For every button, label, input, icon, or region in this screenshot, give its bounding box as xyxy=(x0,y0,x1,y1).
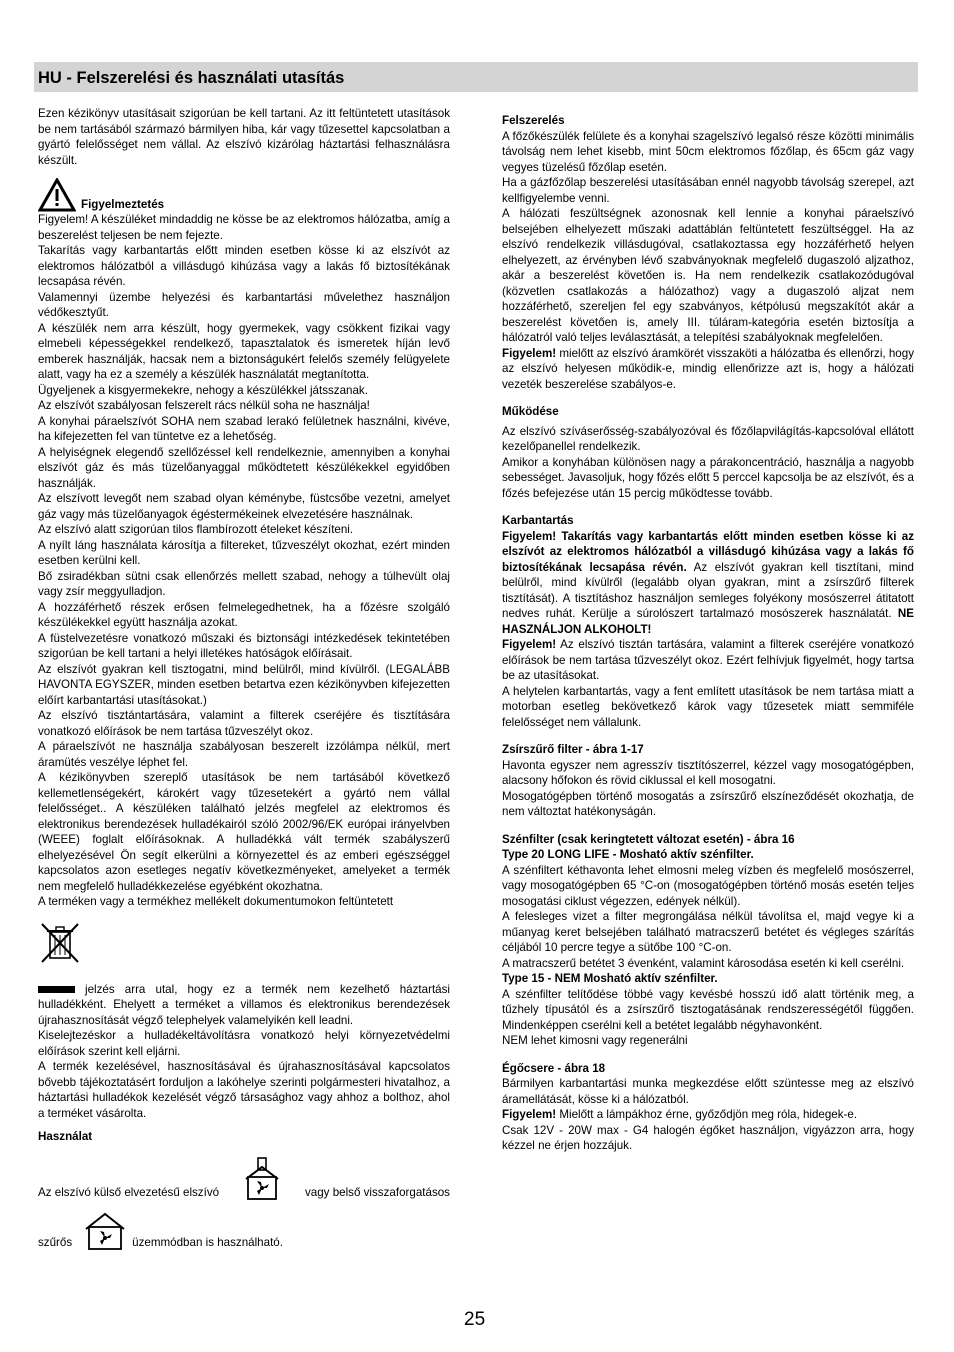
no-alcohol-warning: NE HASZNÁLJON ALKOHOLT! xyxy=(502,607,914,636)
usage-text: szűrős xyxy=(38,1236,73,1249)
carbon-paragraph: A matracszerű betétet 3 évenként, valamint károsodása esetén ki kell cserélni. xyxy=(502,956,905,970)
install-paragraph xyxy=(502,346,914,393)
bulb-text: Mielőtt a lámpákhoz érne, győződjön meg róla, hidegek-e. xyxy=(556,1108,858,1121)
warning-paragraph: A nyílt láng használata károsítja a filtereket, tűzveszélyt okozhat, ezért minden esetben kerülni kell. xyxy=(38,538,450,567)
maintenance-text: Az elszívót gyakran kell tisztítani, mind belülről, mind kívülről (legalább olyan gyakran, mint a zsírszűrő filterek tisztítását). A tisztításhoz használjon semleges folyékony mosószerrel átitatott nedves ruhát. Kerülje a súrolószert tartalmazó mosószerek használatát. xyxy=(502,560,914,620)
install-attention: Figyelem! xyxy=(502,346,557,360)
weee-paragraph xyxy=(38,982,450,1029)
warning-paragraph: Az elszívót szabályosan felszerelt rács nélkül soha ne használja! xyxy=(38,399,370,412)
maintenance-attention-2: Figyelem! xyxy=(502,638,557,651)
crossed-bin-icon xyxy=(38,920,82,964)
warning-paragraph: Bő zsiradékban sütni csak ellenőrzés mellett szabad, nehogy a túlhevült olaj vagy zsír meggyulladjon. xyxy=(38,569,450,598)
grease-paragraph: Mosogatógépben történő mosogatás a zsírszűrő elszíneződését okozhatja, de nem változtat hatékonyságán. xyxy=(502,789,914,818)
warning-paragraph: A készülék nem arra készült, hogy gyermekek, vagy csökkent fizikai vagy elmebeli képességekkel rendelkező, tapasztalatok és ismeretek híján levő emberek használják, hacsak nem a biztonságukért felelős személy felügyelete alatt, vagy ha ez a személy a készülék használatát megtanította. xyxy=(38,321,450,381)
warning-triangle-icon xyxy=(38,178,76,212)
carbon-type20-heading: Type 20 LONG LIFE - Mosható aktív szénfilter. xyxy=(502,848,754,861)
left-column xyxy=(38,106,450,1251)
page-number: 25 xyxy=(464,1309,486,1330)
grease-filter-heading: Zsírszűrő filter - ábra 1-17 xyxy=(502,743,644,756)
install-heading: Felszerelés xyxy=(502,114,565,127)
warning-paragraph: A helyiségnek elegendő szellőzéssel kell rendelkeznie, amennyiben a konyhai elszívót gáz és más tüzelőanyaggal működtetett készülékekkel egyidőben használják. xyxy=(38,445,450,490)
maintenance-paragraph xyxy=(502,637,914,684)
weee-text: jelzés arra utal, hogy ez a termék nem kezelhető háztartási hulladékként. Ehelyett a terméket a villamos és elektronikus berendezések újrahasznosítását végző telephelyek valamelyikén kell leadni. xyxy=(38,982,450,1027)
weee-paragraph: Kiselejtezéskor a hulladékeltávolításra vonatkozó helyi környezetvédelmi előírások szerint kell eljárni. xyxy=(38,1029,450,1058)
warning-paragraph: A kézikönyvben szereplő utasítások be nem tartásából következő kellemetlenségekért, károkért vagy tűzesetekért a gyártó nem vállal felelősséget.. A készüléken található jelzés megfelel az elektromos és elektronikus berendezések hulladékairól szóló 2002/96/EK európai irányelvben (WEEE) foglalt előírásoknak. A hulladékká vált termék szabályszerű elhelyezésével Ön segít elkerülni a környezettel és az emberi egészséggel kapcsolatos azon esetleges negatív következményeket, amelyeket a termék nem megfelelő hulladékkezelése egyébként okozhatna. xyxy=(38,771,450,893)
operation-paragraph: Az elszívó szíváserősség-szabályozóval és főzőlapvilágítás-kapcsolóval ellátott kezelőpanellel rendelkezik. xyxy=(502,424,914,453)
warning-paragraph: Takarítás vagy karbantartás előtt minden esetben kösse ki az elszívót az elektromos hálózatból a villásdugó kihúzása vagy a lakás fő biztosítékának lecsapása révén. xyxy=(38,244,450,288)
maintenance-heading: Karbantartás xyxy=(502,514,574,527)
usage-text: vagy belső visszaforgatásos xyxy=(304,1186,450,1199)
warning-paragraph: Figyelem! A készüléket mindaddig ne kösse be az elektromos hálózatba, amíg a beszerelést teljesen be nem fejezte. xyxy=(38,213,450,242)
maintenance-paragraph: A helytelen karbantartás, vagy a fent említett utasítások be nem tartása miatt a motorban esetleg bekövetkező károk vagy tűzesetek miatt semmiféle felelősséget nem vállalunk. xyxy=(502,684,914,729)
carbon-paragraph: NEM lehet kimosni vagy regenerálni xyxy=(502,1034,688,1047)
warning-paragraph: A hozzáférhető részek erősen felmelegedhetnek, ha a főzésre szolgáló készülékekkel együtt használja azokat. xyxy=(38,600,450,629)
bulb-paragraph xyxy=(502,1107,914,1123)
warning-heading-row xyxy=(38,178,450,212)
carbon-paragraph: A felesleges vizet a filter megrongálása nélkül távolítsa el, majd vegye ki a műanyag keret belsejében található matracszerű betétet és végleges szárítás céljából 10 percre tegye a sütőbe 100 °C-on. xyxy=(502,910,914,954)
carbon-type15-heading: Type 15 - NEM Mosható aktív szénfilter. xyxy=(502,972,718,985)
page-title: HU - Felszerelési és használati utasítás xyxy=(38,69,345,87)
warning-paragraph: Az elszívott levegőt nem szabad olyan kéménybe, füstcsőbe vezetni, amelyet gáz vagy más tüzelőanyagok égéstermékeinek elvezetésére használnak. xyxy=(38,492,450,521)
bulb-paragraph: Csak 12V - 20W max - G4 halogén égőket használjon, vigyázzon arra, hogy kézzel ne érjen hozzájuk. xyxy=(502,1123,914,1152)
warning-paragraph: Az elszívó tisztántartására, valamint a filterek cseréjére és tisztítására vonatkozó előírások be nem tartása tűzveszélyt okoz. xyxy=(38,709,450,738)
intro-paragraph: Ezen kézikönyv utasításait szigorúan be kell tartani. Az itt feltüntetett utasítások be nem tartásából származó bármilyen hiba, kár vagy tűzesettel kapcsolatban a gyártó felelősséget nem vállal. Az elszívó kizárólag háztartási felhasználásra készült. xyxy=(38,107,450,167)
grease-paragraph: Havonta egyszer nem agresszív tisztítószerrel, kézzel vagy mosogatógépben, alacsony hőfokon és rövid ciklussal el kell mosogatni. xyxy=(502,758,914,787)
maintenance-paragraph xyxy=(502,529,914,638)
weee-paragraph: A termék kezelésével, hasznosításával és újrahasznosításával kapcsolatos bővebb tájékoztatásért forduljon a lakóhelye szerinti polgármesteri hivatalhoz, a háztartási hulladékok kezelését végző társasághoz vagy ahhoz a bolthoz, ahol a terméket vásárolta. xyxy=(38,1060,450,1120)
carbon-paragraph: A szénfilter telítődése többé vagy kevésbé hosszú idő alatt történik meg, a tűzhely típusától és a zsírszűrő tisztogatásának rendszerességétől függően. Mindenképpen cserélni kell a betétet legalább négyhavonként. xyxy=(502,987,914,1032)
warning-paragraph: A konyhai páraelszívót SOHA nem szabad lerakó felületnek használni, kivéve, ha kifejezetten fel van tüntetve ez a lehetőség. xyxy=(38,414,450,443)
install-paragraph: A hálózati feszültségnek azonosnak kell lennie a konyhai páraelszívó belsejében elhelyezett műszaki adattáblán feltüntetett feszültséggel. Ha az elszívó rendelkezik villásdugóval, csatlakoztassa egy hozzáférhető helyen elhelyezett, az érvényben lévő szabványoknak megfelelő dugaszoló aljzathoz, akár a beszerelést követően is. Ha nem rendelkezik csatlakozódugóval (közvetlen csatlakozás a hálózathoz) vagy a dugaszoló aljzat nem hozzáférhető, szereljen fel egy szabványos, kétpólusú megszakítót akár a beszerelést követően is, amely III. túláram-kategória esetén biztosítja a hálózatról való teljes leválasztását, a telepítési szabályoknak megfelelően. xyxy=(502,207,914,344)
weee-symbol-row xyxy=(38,920,450,982)
install-text: mielőtt az elszívó áramkörét visszaköti a hálózatba és ellenőrzi, hogy az elszívó helyesen működik-e, mindig ellenőrizze azt is, hogy a hálózati vezeték beszerelése szabályos-e. xyxy=(502,346,914,391)
recirculation-icon xyxy=(84,1211,126,1251)
install-paragraph: Ha a gázfőzőlap beszerelési utasításában ennél nagyobb távolság szerepel, azt kellfigyelembe venni. xyxy=(502,176,914,205)
carbon-paragraph: A szénfiltert kéthavonta lehet elmosni meleg vízben és megfelelő mosószerrel, vagy mosogatógépben 65 °C-on (mosogatógépben történő mosás esetén teljes mosogatási ciklust végezzen, edények nélkül). xyxy=(502,863,914,908)
warning-paragraph: Ügyeljenek a kisgyermekekre, nehogy a készülékkel játsszanak. xyxy=(38,383,368,397)
usage-line-1 xyxy=(38,1157,450,1201)
operation-paragraph: Amikor a konyhában különösen nagy a párakoncentráció, használja a nagyobb sebességet. Javasoljuk, hogy főzés előtt 5 perccel kapcsolja be az elszívót, és a főzés befejezése után 15 percig működtesse tovább. xyxy=(502,455,914,500)
ducted-extraction-icon xyxy=(244,1157,280,1201)
bulb-heading: Égőcsere - ábra 18 xyxy=(502,1061,606,1075)
operation-heading: Működése xyxy=(502,405,559,418)
usage-heading: Használat xyxy=(38,1130,93,1143)
usage-line-2 xyxy=(38,1211,450,1251)
right-column xyxy=(502,113,914,1154)
usage-text: üzemmódban is használható. xyxy=(132,1236,283,1249)
page-header xyxy=(34,62,918,92)
carbon-filter-heading: Szénfilter (csak keringtetett változat esetén) - ábra 16 xyxy=(502,832,795,846)
install-paragraph: A főzőkészülék felülete és a konyhai szagelszívó legalsó része közötti minimális távolság nem lehet kisebb, mint 50cm elektromos főzőlap, és 65cm gáz vagy vegyes tüzelésű főzőlap esetén. xyxy=(502,129,914,174)
warning-paragraph: A terméken vagy a termékhez mellékelt dokumentumokon feltüntetett xyxy=(38,895,394,908)
warning-paragraph: Valamennyi üzembe helyezési és karbantartási művelethez használjon védőkesztyűt. xyxy=(38,290,450,319)
bulb-attention: Figyelem! xyxy=(502,1108,557,1121)
warning-heading: Figyelmeztetés xyxy=(81,197,165,211)
maintenance-attention: Figyelem! Takarítás vagy karbantartás előtt minden esetben kösse ki az elszívót az elektromos hálózatból a villásdugó kihúzása vagy a lakás fő biztosítékának lecsapása révén. xyxy=(502,529,914,574)
bulb-paragraph: Bármilyen karbantartási munka megkezdése előtt szüntesse meg az elszívó áramellátását, kösse ki a hálózatból. xyxy=(502,1077,914,1106)
warning-paragraph: Az elszívót gyakran kell tisztogatni, mind belülről, mind kívülről. (LEGALÁBB HAVONTA EGYSZER, minden esetben betartva ezen kézikönyvben kifejezetten előírt karbantartási utasításokat.) xyxy=(38,662,450,707)
warning-paragraph: A páraelszívót ne használja szabályosan beszerelt izzólámpa nélkül, mert áramütés veszélye léphet fel. xyxy=(38,740,450,769)
maintenance-text-2: Az elszívó tisztán tartására, valamint a filterek cseréjére vonatkozó előírások be nem tartása tűzveszélyt okoz. Ezért felhívjuk figyelmét, hogy tartsa be az utasításokat. xyxy=(502,638,914,682)
warning-paragraph: Az elszívó alatt szigorúan tilos flambírozott ételeket készíteni. xyxy=(38,523,354,536)
warning-paragraph: A füstelvezetésre vonatkozó műszaki és biztonsági intézkedések tekintetében szigorúan be kell tartani a helyi illetékes hatóságok előírásait. xyxy=(38,631,450,660)
usage-text: Az elszívó külső elvezetésű elszívó xyxy=(38,1186,220,1199)
weee-black-bar xyxy=(38,986,75,993)
